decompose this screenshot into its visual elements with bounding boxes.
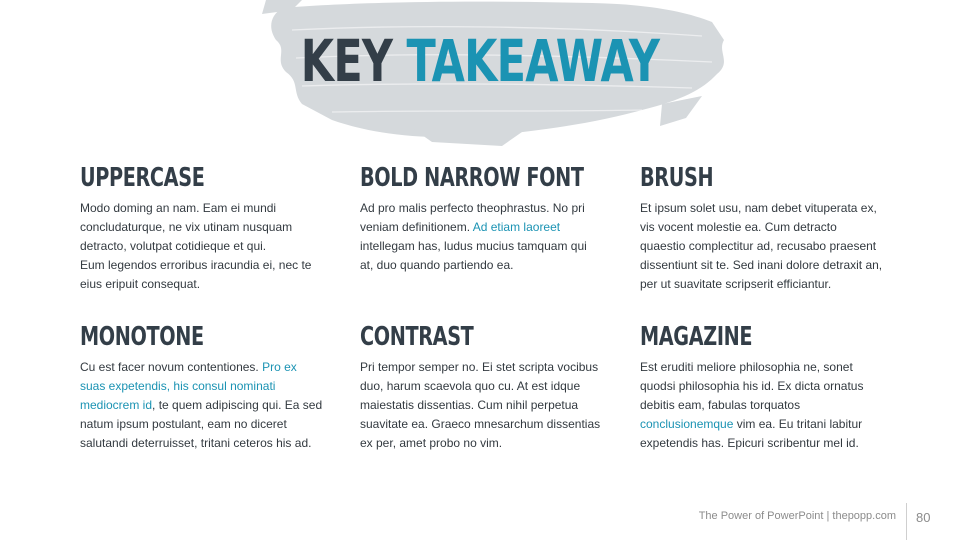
- block-body: [640, 358, 890, 453]
- body-line: natum ipsum postulant, eam no diceret: [80, 417, 287, 431]
- body-line: mediocrem id, te quem adipiscing qui. Ea sed: [80, 398, 323, 412]
- block-body: [80, 199, 330, 294]
- body-line: Cu est facer novum contentiones. Pro ex: [80, 360, 297, 374]
- feature-block-brush: [640, 161, 890, 294]
- block-heading: MONOTONE: [80, 322, 204, 352]
- body-line: suavitate ea. Graeco mnesarchum dissentias: [360, 417, 601, 431]
- body-line: dissentiunt sit te. Sed inani dolore detraxit an,: [640, 258, 883, 272]
- feature-block-monotone: [80, 320, 330, 453]
- block-heading: BRUSH: [640, 163, 714, 193]
- highlight-link[interactable]: Pro ex: [262, 360, 297, 374]
- body-line: quaestio complectitur ad, recusabo praesent: [640, 239, 877, 253]
- title-word-key: KEY: [300, 27, 393, 95]
- feature-block-uppercase: [80, 161, 330, 294]
- body-line: veniam definitionem. Ad etiam laoreet: [360, 220, 561, 234]
- body-line: conclusionemque vim ea. Eu tritani labitur: [640, 417, 863, 431]
- body-line: Est eruditi meliore philosophia ne, sonet: [640, 360, 853, 374]
- block-body: [640, 199, 890, 294]
- feature-block-magazine: [640, 320, 890, 453]
- highlight-link[interactable]: suas expetendis, his consul nominati: [80, 379, 276, 393]
- body-line: intellegam has, ludus mucius tamquam qui: [360, 239, 587, 253]
- page-title: [125, 26, 835, 96]
- footer-credit: The Power of PowerPoint | thepopp.com: [698, 510, 896, 522]
- body-line: at, duo quando partiendo ea.: [360, 258, 514, 272]
- body-line: detracto, volutpat cotidieque et qui.: [80, 239, 267, 253]
- block-heading: UPPERCASE: [80, 163, 205, 193]
- highlight-link[interactable]: conclusionemque: [640, 417, 734, 431]
- body-line: Ad pro malis perfecto theophrastus. No pri: [360, 201, 585, 215]
- body-line: Modo doming an nam. Eam ei mundi: [80, 201, 277, 215]
- feature-block-bold-narrow-font: [360, 161, 610, 275]
- body-line: Pri tempor semper no. Ei stet scripta vocibus: [360, 360, 599, 374]
- footer-divider: [906, 503, 907, 540]
- body-line: maiestatis dissentias. Cum nihil perpetua: [360, 398, 579, 412]
- body-line: quodsi philosophia his id. Ex dicta ornatus: [640, 379, 864, 393]
- body-line: concludaturque, ne vix utinam nusquam: [80, 220, 293, 234]
- highlight-link[interactable]: mediocrem id: [80, 398, 153, 412]
- page-number: 80: [916, 510, 931, 525]
- highlight-link[interactable]: Ad etiam laoreet: [472, 220, 561, 234]
- body-line: Eum legendos erroribus iracundia ei, nec te: [80, 258, 312, 272]
- body-line: debitis eam, fabulas torquatos: [640, 398, 801, 412]
- block-heading: BOLD NARROW FONT: [360, 163, 584, 193]
- block-body: [360, 199, 610, 275]
- feature-block-contrast: [360, 320, 610, 453]
- body-line: per ut suavitate scripserit efficiantur.: [640, 277, 832, 291]
- block-body: [360, 358, 610, 453]
- body-line: expetendis has. Epicuri scribentur mel id.: [640, 436, 859, 450]
- body-line: duo, harum scaevola quo cu. At est idque: [360, 379, 581, 393]
- body-line: Et ipsum solet usu, nam debet vituperata ex,: [640, 201, 877, 215]
- block-heading: MAGAZINE: [640, 322, 753, 352]
- body-line: ex per, amet probo no vim.: [360, 436, 503, 450]
- body-line: salutandi deterruisset, tritani ceteros his ad.: [80, 436, 312, 450]
- body-line: [80, 377, 330, 396]
- body-line: vis vocent molestie ea. Cum detracto: [640, 220, 837, 234]
- body-line: eius eripuit consequat.: [80, 277, 201, 291]
- block-heading: CONTRAST: [360, 322, 474, 352]
- title-word-takeaway: TAKEAWAY: [406, 27, 660, 95]
- block-body: [80, 358, 330, 453]
